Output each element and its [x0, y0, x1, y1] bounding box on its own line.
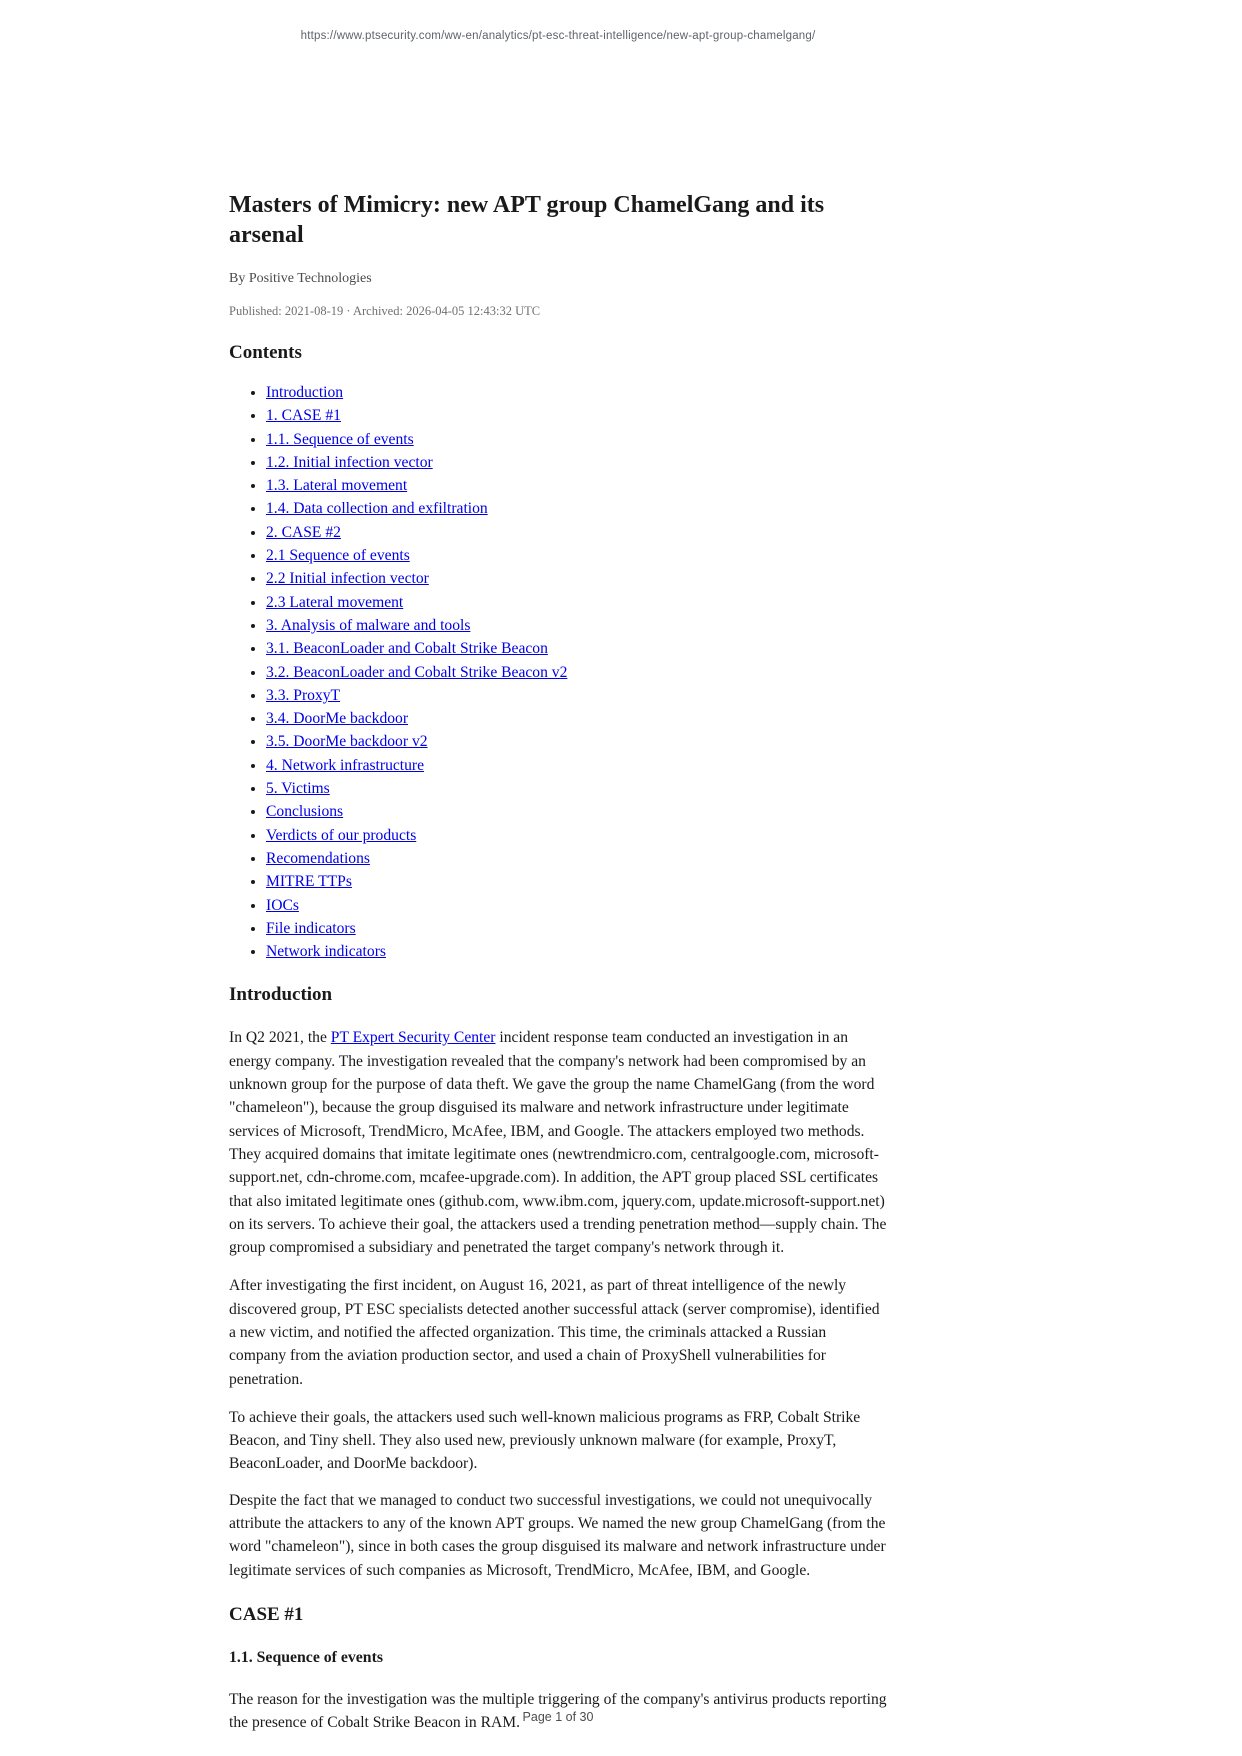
toc-link-2-2-initial-infection-vector[interactable]: 2.2 Initial infection vector: [266, 570, 429, 588]
toc-item: [266, 497, 887, 520]
intro-paragraph-4: Despite the fact that we managed to conduct two successful investigations, we could not unequivocally attribute the attackers to any of the known APT groups. We named the new group ChamelGang (from the word "chameleon"), since in both cases the group disguised its malware and network infrastructure under legitimate services of such companies as Microsoft, TrendMicro, McAfee, IBM, and Google.: [229, 1491, 886, 1579]
toc-item: [266, 661, 887, 684]
toc-item: [266, 894, 887, 917]
toc-link-1-4-data-collection-and-exfiltration[interactable]: 1.4. Data collection and exfiltration: [266, 500, 488, 518]
toc-link-1-1-sequence-of-events[interactable]: 1.1. Sequence of events: [266, 430, 414, 448]
toc-link-network-indicators[interactable]: Network indicators: [266, 943, 386, 961]
toc-link-introduction[interactable]: Introduction: [266, 384, 344, 401]
toc-link-case-1[interactable]: 1. CASE #1: [266, 407, 341, 425]
case1-heading: CASE #1: [229, 1603, 304, 1625]
published-archived-line: Published: 2021-08-19 · Archived: 2026-04-05 12:43:32 UTC: [229, 304, 541, 318]
toc-link-3-analysis-of-malware-and-tools[interactable]: 3. Analysis of malware and tools: [266, 616, 471, 634]
toc-item: [266, 684, 887, 707]
byline: By Positive Technologies: [229, 271, 372, 286]
intro-paragraph-1-text-after: incident response team conducted an investigation in an energy company. The investigation revealed that the company's network had been compromised by an unknown group for the purpose of data theft. We gave the group the name ChamelGang (from the word "chameleon"), because the group disguised its malware and network infrastructure under legitimate services of Microsoft, TrendMicro, McAfee, IBM, and Google. The attackers employed two methods. They acquired domains that imitate legitimate ones (newtrendmicro.com, centralgoogle.com, microsoft-support.net, cdn-chrome.com, mcafee-upgrade.com). In addition, the APT group placed SSL certificates that also imitated legitimate ones (github.com, www.ibm.com, jquery.com, update.microsoft-support.net) on its servers. To achieve their goal, the attackers used a trending penetration method—supply chain. The group compromised a subsidiary and penetrated the target company's network through it.: [229, 1029, 887, 1257]
toc-link-file-indicators[interactable]: File indicators: [266, 919, 356, 937]
intro-paragraph-1: [229, 1026, 887, 1259]
toc-item: [266, 591, 887, 614]
toc-item: [266, 870, 887, 893]
toc-item: [266, 544, 887, 567]
intro-paragraph-2: After investigating the first incident, on August 16, 2021, as part of threat intelligence of the newly discovered group, PT ESC specialists detected another successful attack (server compromise), identified a new victim, and notified the affected organization. This time, the criminals attacked a Russian company from the aviation production sector, and used a chain of ProxyShell vulnerabilities for penetration.: [229, 1277, 880, 1388]
toc-link-2-3-lateral-movement[interactable]: 2.3 Lateral movement: [266, 593, 404, 611]
case1-paragraph-1: The reason for the investigation was the multiple triggering of the company's antivirus products reporting the presence of Cobalt Strike Beacon in RAM.: [229, 1690, 887, 1732]
toc-item: [266, 730, 887, 753]
intro-paragraph-3: To achieve their goals, the attackers used such well-known malicious programs as FRP, Cobalt Strike Beacon, and Tiny shell. They also used new, previously unknown malware (for example, ProxyT, BeaconLoader, and DoorMe backdoor).: [229, 1408, 861, 1473]
toc-item: [266, 917, 887, 940]
toc-link-3-1-beaconloader-cobalt-strike-beacon[interactable]: 3.1. BeaconLoader and Cobalt Strike Beacon: [266, 640, 548, 658]
toc-item: [266, 521, 887, 544]
toc-item: [266, 451, 887, 474]
toc-link-1-3-lateral-movement[interactable]: 1.3. Lateral movement: [266, 477, 408, 495]
toc-item: [266, 800, 887, 823]
toc-item: [266, 428, 887, 451]
toc-link-4-network-infrastructure[interactable]: 4. Network infrastructure: [266, 756, 425, 774]
toc-item: [266, 474, 887, 497]
toc-link-2-1-sequence-of-events[interactable]: 2.1 Sequence of events: [266, 547, 410, 565]
toc-item: [266, 381, 887, 404]
toc-link-3-5-doorme-backdoor-v2[interactable]: 3.5. DoorMe backdoor v2: [266, 733, 428, 751]
toc-link-3-2-beaconloader-cobalt-strike-beacon-v2[interactable]: 3.2. BeaconLoader and Cobalt Strike Beacon v2: [266, 663, 568, 681]
toc-link-verdicts-of-our-products[interactable]: Verdicts of our products: [266, 826, 417, 844]
toc-link-3-4-doorme-backdoor[interactable]: 3.4. DoorMe backdoor: [266, 710, 409, 728]
case1-subheading-sequence-of-events: 1.1. Sequence of events: [229, 1648, 384, 1666]
contents-heading: Contents: [229, 342, 302, 363]
table-of-contents: [229, 381, 887, 963]
toc-link-mitre-ttps[interactable]: MITRE TTPs: [266, 873, 352, 891]
toc-link-case-2[interactable]: 2. CASE #2: [266, 523, 341, 541]
page-title: Masters of Mimicry: new APT group ChamelGang and its arsenal: [229, 192, 825, 248]
toc-link-iocs[interactable]: IOCs: [266, 896, 299, 914]
toc-link-1-2-initial-infection-vector[interactable]: 1.2. Initial infection vector: [266, 453, 433, 471]
toc-item: [266, 754, 887, 777]
archived-url: https://www.ptsecurity.com/ww-en/analytics/pt-esc-threat-intelligence/new-apt-group-chamelgang/: [300, 30, 816, 42]
toc-item: [266, 707, 887, 730]
toc-item: [266, 824, 887, 847]
toc-item: [266, 637, 887, 660]
toc-link-recomendations[interactable]: Recomendations: [266, 849, 370, 867]
intro-paragraph-1-text-before: In Q2 2021, the: [229, 1029, 331, 1047]
toc-link-conclusions[interactable]: Conclusions: [266, 803, 344, 821]
toc-item: [266, 614, 887, 637]
pt-expert-security-center-link[interactable]: PT Expert Security Center: [330, 1029, 496, 1047]
toc-link-5-victims[interactable]: 5. Victims: [266, 780, 330, 798]
toc-item: [266, 404, 887, 427]
page-column: [229, 0, 887, 1735]
toc-link-3-3-proxyt[interactable]: 3.3. ProxyT: [266, 686, 341, 704]
toc-item: [266, 940, 887, 963]
introduction-heading: Introduction: [229, 984, 333, 1006]
toc-item: [266, 567, 887, 590]
page-number: Page 1 of 30: [522, 1710, 594, 1724]
toc-item: [266, 777, 887, 800]
toc-item: [266, 847, 887, 870]
